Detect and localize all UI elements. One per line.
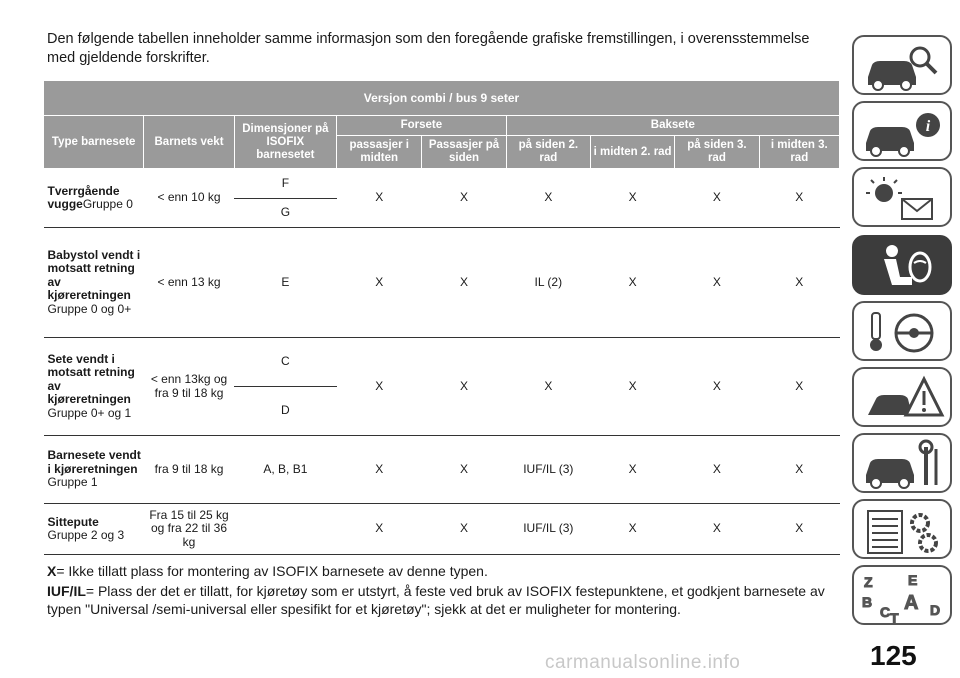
watermark: carmanualsonline.info <box>545 652 741 673</box>
row-value: X <box>590 436 674 504</box>
subcol-header: i midten 2. rad <box>590 136 674 169</box>
index-letter: D <box>930 602 941 618</box>
row-dim-cell <box>234 169 336 228</box>
row-type-bold: Sete vendt i motsatt retning av kjøreretningen <box>47 351 135 407</box>
row-type-cell <box>44 504 144 555</box>
row-type-bold: Tverrgående vugge <box>47 183 120 211</box>
warning-light-mail-icon <box>854 169 954 229</box>
footnote-x <box>47 562 837 580</box>
group-front-header: Forsete <box>337 116 507 136</box>
index-letter: Z <box>864 574 873 590</box>
row-value: X <box>590 338 674 436</box>
tab-car-search[interactable] <box>852 35 952 95</box>
group-rear-header: Baksete <box>506 116 839 136</box>
isofix-table <box>43 80 840 555</box>
row-value: IL (2) <box>506 228 590 338</box>
row-type-group: Gruppe 0+ og 1 <box>47 405 132 420</box>
row-type-cell <box>44 338 144 436</box>
dim-value: C <box>281 354 290 369</box>
row-value: X <box>759 228 839 338</box>
table-row <box>44 338 840 436</box>
col-type-header: Type barnesete <box>44 116 144 169</box>
row-value: IUF/IL (3) <box>506 436 590 504</box>
dim-value: G <box>280 205 291 219</box>
row-type-group: Gruppe 2 og 3 <box>47 528 125 542</box>
index-letter: T <box>890 610 899 626</box>
car-info-icon <box>854 103 954 163</box>
footnote-text: = Plass der det er tillatt, for kjøretøy som er utstyrt, å feste ved bruk av ISOFIX festepunktene, et godkjent barnesete av typen "Universal /semi-universal eller spesifikt for et kjøretøy"; sjekk at det er muligheter for montering. <box>47 583 825 617</box>
row-type-cell <box>44 169 144 228</box>
page-number: 125 <box>870 640 917 671</box>
row-value: X <box>675 228 759 338</box>
footnote-key: IUF/IL <box>47 583 86 599</box>
row-value: X <box>675 436 759 504</box>
row-value: X <box>422 436 506 504</box>
row-value: X <box>675 504 759 555</box>
row-value: X <box>337 436 422 504</box>
subcol-header: passasjer i midten <box>337 136 422 169</box>
tab-warning-lights[interactable] <box>852 167 952 227</box>
row-value: X <box>337 228 422 338</box>
row-weight-cell: Fra 15 til 25 kg og fra 22 til 36 kg <box>144 504 234 555</box>
row-value: X <box>422 338 506 436</box>
row-type-bold: Barnesete vendt i kjøreretningen <box>47 448 141 476</box>
row-dim-cell <box>234 504 336 555</box>
subcol-header: Passasjer på siden <box>422 136 506 169</box>
index-letter: B <box>862 594 873 610</box>
airbag-seat-icon <box>854 237 954 297</box>
index-letter: E <box>908 572 918 588</box>
car-search-icon <box>854 37 954 97</box>
row-value: X <box>506 338 590 436</box>
row-type-group: Gruppe 0 og 0+ <box>47 301 132 316</box>
row-dim-cell <box>234 338 336 436</box>
row-weight-cell: < enn 13kg og fra 9 til 18 kg <box>144 338 234 436</box>
row-value: X <box>590 504 674 555</box>
row-weight-cell: < enn 10 kg <box>144 169 234 228</box>
row-value: X <box>422 169 506 228</box>
dim-value: F <box>281 175 290 190</box>
row-type-bold: Babystol vendt i motsatt retning av kjøreretningen <box>47 247 141 303</box>
subcol-header: på siden 3. rad <box>675 136 759 169</box>
col-weight-header: Barnets vekt <box>144 116 234 169</box>
row-type-group: Gruppe 1 <box>47 475 98 490</box>
index-letter: C <box>880 604 891 620</box>
row-value: X <box>422 504 506 555</box>
footnote-iuf <box>47 582 837 618</box>
row-value: X <box>590 228 674 338</box>
row-value: X <box>422 228 506 338</box>
row-dim-cell: A, B, B1 <box>234 436 336 504</box>
key-steering-wheel-icon <box>854 303 954 363</box>
tab-emergency[interactable] <box>852 367 952 427</box>
row-value: X <box>759 169 839 228</box>
footnote-key: X <box>47 563 57 579</box>
row-type-cell <box>44 436 144 504</box>
row-value: X <box>506 169 590 228</box>
subcol-header: i midten 3. rad <box>759 136 839 169</box>
tab-maintenance[interactable] <box>852 433 952 493</box>
row-value: X <box>759 338 839 436</box>
svg-text:i: i <box>925 118 931 135</box>
table-row <box>44 504 840 555</box>
dim-value: D <box>281 403 290 418</box>
road-warning-icon <box>854 369 954 429</box>
row-value: X <box>759 504 839 555</box>
chapter-tabs <box>852 0 960 678</box>
table-row <box>44 228 840 338</box>
row-value: IUF/IL (3) <box>506 504 590 555</box>
alphabet-index-icon <box>854 567 954 627</box>
row-value: X <box>675 338 759 436</box>
intro-text: Den følgende tabellen inneholder samme informasjon som den foregående grafiske fremstillingen, i overensstemmelse med gjeldende forskrifter. <box>47 31 810 66</box>
row-value: X <box>675 169 759 228</box>
row-value: X <box>337 169 422 228</box>
row-value: X <box>759 436 839 504</box>
tab-starting-driving[interactable] <box>852 301 952 361</box>
row-type-cell <box>44 228 144 338</box>
tab-index[interactable] <box>852 565 952 625</box>
subcol-header: på siden 2. rad <box>506 136 590 169</box>
footnotes <box>47 562 837 620</box>
car-tools-icon <box>854 435 954 495</box>
row-type-bold: Sittepute <box>47 514 99 529</box>
row-value: X <box>590 169 674 228</box>
row-value: X <box>337 338 422 436</box>
tab-car-info[interactable] <box>852 101 952 161</box>
index-letter: A <box>904 592 919 614</box>
table-row <box>44 169 840 228</box>
tab-safety[interactable] <box>852 235 952 295</box>
row-weight-cell: fra 9 til 18 kg <box>144 436 234 504</box>
footnote-text: = Ikke tillatt plass for montering av ISOFIX barnesete av denne typen. <box>56 563 488 579</box>
list-settings-icon <box>854 501 954 561</box>
table-main-header: Versjon combi / bus 9 seter <box>44 81 840 116</box>
row-dim-cell: E <box>234 228 336 338</box>
row-value: X <box>337 504 422 555</box>
row-weight-cell: < enn 13 kg <box>144 228 234 338</box>
tab-technical-data[interactable] <box>852 499 952 559</box>
col-dim-header: Dimensjoner på ISOFIX barnesetet <box>234 116 336 169</box>
table-row <box>44 436 840 504</box>
row-type-group: Gruppe 0 <box>82 197 133 211</box>
